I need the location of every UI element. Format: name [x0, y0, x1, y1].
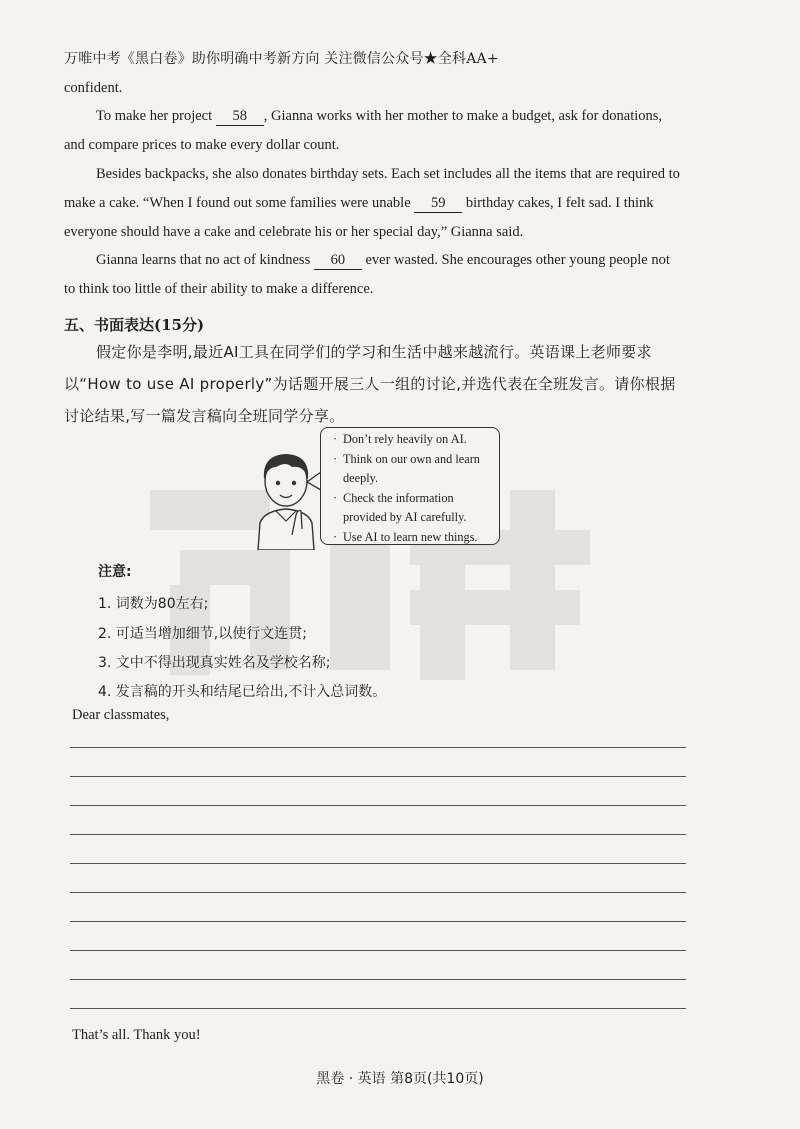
salutation: Dear classmates,	[72, 707, 170, 723]
writing-line[interactable]	[70, 921, 686, 922]
writing-line[interactable]	[70, 950, 686, 951]
p2-text-before: Besides backpacks, she also donates birthday sets. Each set includes all the items that are required to make a cake. “When I found out some families were unable	[64, 166, 680, 211]
p3-text-before: Gianna learns that no act of kindness	[96, 252, 314, 268]
writing-line[interactable]	[70, 747, 686, 748]
closing-line: That’s all. Thank you!	[72, 1027, 201, 1043]
p1-text-after: , Gianna works with her mother to make a budget, ask for donations, and compare prices to make every dollar count.	[64, 108, 663, 153]
p3-text-after: ever wasted. She encourages other young people not to think too little of their ability to make a difference.	[64, 252, 670, 297]
note-item: 3. 文中不得出现真实姓名及学校名称;	[98, 655, 331, 671]
writing-line[interactable]	[70, 892, 686, 893]
section-title-writing: 五、书面表达(15分)	[64, 316, 205, 334]
writing-line[interactable]	[70, 776, 686, 777]
header-banner: 万唯中考《黑白卷》助你明确中考新方向 关注微信公众号★全科AA+	[64, 51, 499, 67]
passage-line-confident: confident.	[64, 80, 123, 96]
passage-paragraph-2	[64, 160, 684, 247]
speech-bubble	[320, 427, 500, 545]
blank-58: 58	[216, 107, 264, 126]
note-item: 2. 可适当增加细节,以使行文连贯;	[98, 626, 307, 642]
note-item: 1. 词数为80左右;	[98, 596, 209, 612]
writing-line[interactable]	[70, 1008, 686, 1009]
bubble-point: · Use AI to learn new things.	[333, 528, 493, 548]
p2-text-after: birthday cakes, I felt sad. I think everyone should have a cake and celebrate his or her special day,” Gianna said.	[64, 195, 654, 240]
note-item: 4. 发言稿的开头和结尾已给出,不计入总词数。	[98, 684, 387, 700]
writing-line[interactable]	[70, 805, 686, 806]
writing-line[interactable]	[70, 979, 686, 980]
blank-59: 59	[414, 194, 462, 213]
bubble-point: · Don’t rely heavily on AI.	[333, 430, 493, 450]
passage-paragraph-3	[64, 246, 684, 304]
page-footer: 黑卷 · 英语 第8页(共10页)	[316, 1071, 484, 1087]
bubble-point: · Check the information provided by AI carefully.	[333, 489, 493, 528]
bubble-point: · Think on our own and learn deeply.	[333, 450, 493, 489]
passage-paragraph-1	[64, 102, 684, 160]
boy-illustration	[246, 445, 326, 550]
notes-title: 注意:	[98, 564, 132, 580]
blank-60: 60	[314, 251, 362, 270]
p1-text-before: To make her project	[96, 108, 216, 124]
writing-prompt: 假定你是李明,最近AI工具在同学们的学习和生活中越来越流行。英语课上老师要求以“How to use AI properly”为话题开展三人一组的讨论,并选代表在全班发言。请你根据讨论结果,写一篇发言稿向全班同学分享。	[64, 343, 676, 425]
writing-line[interactable]	[70, 863, 686, 864]
writing-line[interactable]	[70, 834, 686, 835]
